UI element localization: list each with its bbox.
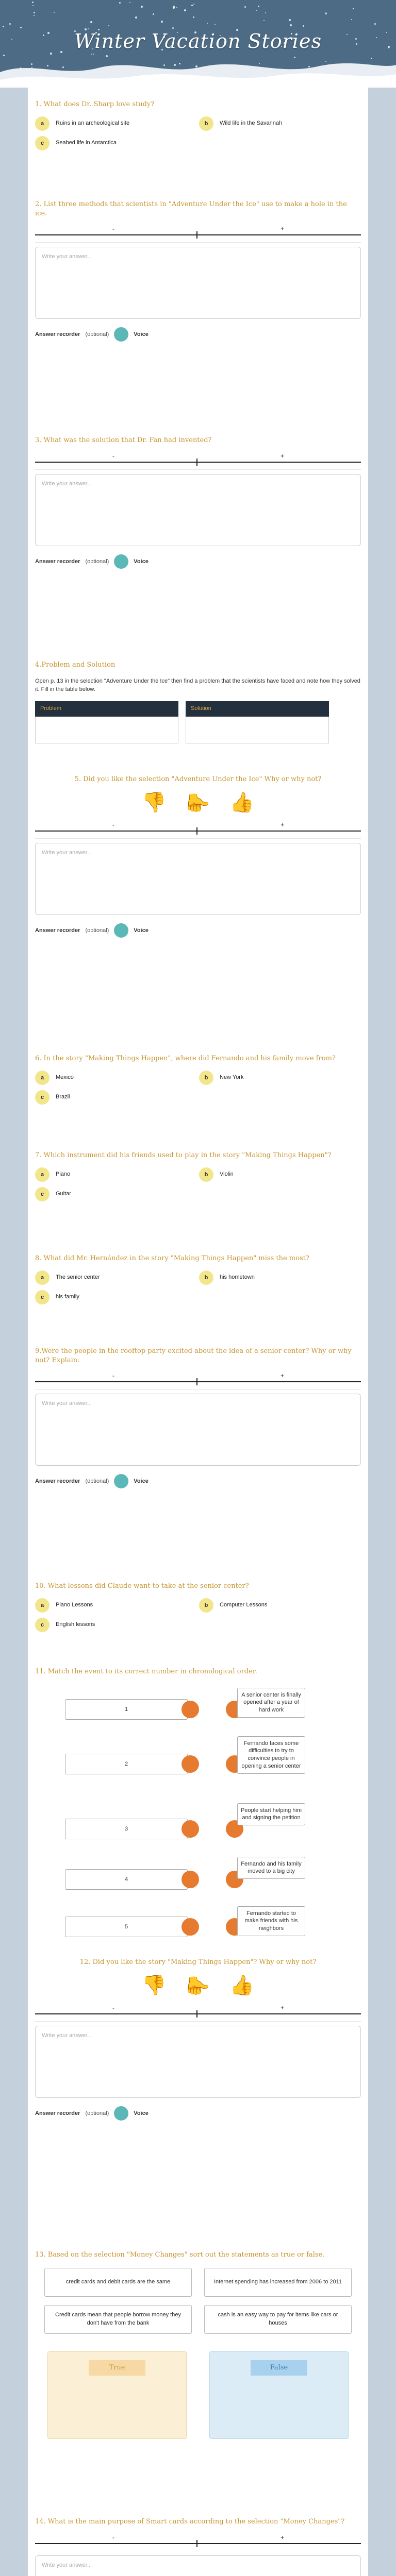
option-c[interactable] <box>35 1090 190 1105</box>
voice-record-button[interactable] <box>114 554 128 569</box>
slider-track <box>35 462 361 463</box>
slider-minus: - <box>112 452 114 460</box>
option-label: Piano Lessons <box>56 1601 93 1608</box>
question-text: 12. Did you like the story "Making Things Happen"? Why or why not? <box>79 1958 317 1966</box>
option-label: Ruins in an archeological site <box>56 120 130 126</box>
match-number[interactable]: 1 <box>65 1699 188 1720</box>
answer-textarea[interactable]: Write your answer... <box>35 2555 361 2576</box>
sort-zones <box>35 2351 361 2439</box>
voice-record-button[interactable] <box>114 923 128 938</box>
worksheet-sheet <box>28 88 368 2576</box>
snowflake <box>32 2 34 3</box>
option-label: his hometown <box>220 1274 255 1280</box>
snowflake <box>119 2 121 4</box>
question-12 <box>35 1958 361 2121</box>
match-number[interactable]: 4 <box>65 1869 188 1890</box>
question-text: 1. What does Dr. Sharp love study? <box>35 100 155 108</box>
snowflake <box>20 27 22 28</box>
slider-plus: + <box>280 821 285 828</box>
solution-header: Solution <box>186 701 329 717</box>
question-8 <box>35 1254 361 1304</box>
snowflake <box>191 5 193 6</box>
statement-card[interactable]: cash is an easy way to pay for items like cars or houses <box>204 2305 352 2334</box>
option-label: New York <box>220 1074 244 1080</box>
option-label: Seabed life in Antarctica <box>56 139 117 146</box>
option-letter: a <box>35 1270 50 1285</box>
question-text: 8. What did Mr. Hernández in the story "Making Things Happen" miss the most? <box>35 1255 309 1262</box>
question-text: 4.Problem and Solution <box>35 661 116 669</box>
option-letter: b <box>199 1071 213 1085</box>
option-letter: c <box>35 1090 50 1105</box>
slider-handle[interactable] <box>196 1378 197 1385</box>
snowflake <box>141 6 143 8</box>
option-label: Guitar <box>56 1190 71 1197</box>
option-c[interactable] <box>35 1290 190 1304</box>
snowflake <box>290 24 292 26</box>
voice-record-button[interactable] <box>114 2106 128 2121</box>
thumb-rating <box>35 1974 361 1997</box>
option-label: Wild life in the Savannah <box>220 120 283 126</box>
option-b[interactable] <box>199 116 354 131</box>
match-row <box>35 1857 361 1906</box>
question-1 <box>35 100 361 150</box>
match-connector[interactable] <box>182 1820 199 1838</box>
slider-plus: + <box>280 225 285 233</box>
option-label: English lessons <box>56 1621 95 1628</box>
match-row <box>35 1736 361 1803</box>
question-3 <box>35 436 361 569</box>
problem-solution-table <box>35 701 361 743</box>
option-b[interactable] <box>199 1598 354 1613</box>
snowflake <box>353 8 354 9</box>
slider-plus: + <box>280 452 285 460</box>
option-c[interactable] <box>35 136 190 150</box>
option-letter: b <box>199 1167 213 1182</box>
question-6 <box>35 1054 361 1105</box>
question-text: 6. In the story "Making Things Happen", where did Fernando and his family move from? <box>35 1055 336 1062</box>
option-letter: c <box>35 1618 50 1632</box>
question-11 <box>35 1667 361 1953</box>
thumbs-up-icon[interactable]: 👍 <box>229 791 254 814</box>
recorder-optional: (optional) <box>85 2110 109 2116</box>
rating-slider[interactable] <box>35 2002 361 2022</box>
snowflake <box>135 16 137 19</box>
thumbs-sideways-icon[interactable]: 👍 <box>187 790 209 815</box>
slider-plus: + <box>280 2004 285 2011</box>
answer-recorder <box>35 1474 361 1488</box>
option-label: Mexico <box>56 1074 74 1080</box>
match-number[interactable]: 2 <box>65 1754 188 1774</box>
option-letter: a <box>35 116 50 131</box>
problem-header: Problem <box>35 701 178 717</box>
problem-cell[interactable] <box>35 717 178 743</box>
recorder-voice: Voice <box>134 2110 148 2116</box>
question-intro: Open p. 13 in the selection "Adventure Under the Ice" then find a problem that the scientists have faced and note how they solved it. Fill in the table below. <box>35 677 360 693</box>
question-text: 5. Did you like the selection "Adventure Under the Ice" Why or why not? <box>74 775 322 783</box>
option-letter: c <box>35 1290 50 1304</box>
match-event[interactable]: People start helping him and signing the petition <box>237 1803 305 1826</box>
false-label: False <box>251 2360 307 2376</box>
snowflake <box>351 19 352 20</box>
snowflake <box>108 25 109 26</box>
rating-slider[interactable] <box>35 2532 361 2551</box>
snowflake <box>172 27 174 29</box>
match-event[interactable]: A senior center is finally opened after a year of hard work <box>237 1688 305 1718</box>
question-10 <box>35 1582 361 1632</box>
question-9 <box>35 1347 361 1488</box>
snowflake <box>263 20 265 21</box>
recorder-optional: (optional) <box>85 1478 109 1485</box>
slider-track <box>35 1381 361 1382</box>
question-text: 13. Based on the selection "Money Changes" sort out the statements as true or false. <box>35 2251 325 2259</box>
question-text: 10. What lessons did Claude want to take at the senior center? <box>35 1582 249 1590</box>
snowflake <box>265 12 266 13</box>
recorder-label: Answer recorder <box>35 2110 80 2116</box>
option-c[interactable] <box>35 1187 190 1201</box>
slider-track <box>35 2543 361 2544</box>
rating-slider[interactable] <box>35 1370 361 1389</box>
thumbs-down-icon[interactable]: 👎 <box>142 1974 167 1996</box>
slider-minus: - <box>112 2533 114 2541</box>
thumb-rating <box>35 791 361 814</box>
thumbs-down-icon[interactable]: 👎 <box>142 791 167 814</box>
recorder-label: Answer recorder <box>35 331 80 338</box>
snowflake <box>193 16 194 18</box>
slider-plus: + <box>280 2533 285 2541</box>
option-label: Piano <box>56 1171 71 1177</box>
option-label: The senior center <box>56 1274 100 1280</box>
option-b[interactable] <box>199 1270 354 1285</box>
slider-plus: + <box>280 1372 285 1380</box>
snowflake <box>88 28 89 29</box>
snowflake <box>9 23 11 25</box>
option-letter: a <box>35 1167 50 1182</box>
snowflake <box>32 5 34 6</box>
snowflake <box>258 6 259 7</box>
question-text: 9.Were the people in the rooftop party excited about the idea of a senior center? Why or why not? Explain. <box>35 1347 352 1364</box>
answer-recorder <box>35 923 361 938</box>
answer-textarea[interactable]: Write your answer... <box>35 843 361 915</box>
snowflake <box>90 21 92 23</box>
option-label: his family <box>56 1293 79 1300</box>
option-a[interactable] <box>35 1270 190 1285</box>
slider-minus: - <box>112 821 114 828</box>
option-a[interactable] <box>35 1071 190 1085</box>
question-text: 3. What was the solution that Dr. Fan had invented? <box>35 436 212 444</box>
solution-cell[interactable] <box>186 717 329 743</box>
snowflake <box>214 24 216 25</box>
recorder-optional: (optional) <box>85 558 109 565</box>
snowflake <box>193 4 194 5</box>
option-label: Brazil <box>56 1093 70 1100</box>
snowflake <box>34 12 35 13</box>
match-connector[interactable] <box>182 1871 199 1888</box>
question-4 <box>35 660 361 743</box>
match-row <box>35 1688 361 1736</box>
snowflake <box>207 23 208 24</box>
snowbank-decoration <box>0 52 396 88</box>
snowflake <box>34 15 35 16</box>
recorder-label: Answer recorder <box>35 1478 80 1485</box>
page-title: Winter Vacation Stories <box>74 30 322 53</box>
option-letter: c <box>35 136 50 150</box>
slider-minus: - <box>112 1372 114 1380</box>
question-text: 2. List three methods that scientists in "Adventure Under the Ice" use to make a hole in the ice. <box>35 200 347 217</box>
answer-textarea[interactable]: Write your answer... <box>35 474 361 546</box>
match-event[interactable]: Fernando faces some difficulties to try to convince people in opening a senior center <box>237 1736 305 1774</box>
snowflake <box>303 25 304 27</box>
snowflake <box>325 13 327 14</box>
snowflake <box>256 10 257 11</box>
recorder-optional: (optional) <box>85 927 109 934</box>
question-2 <box>35 200 361 342</box>
match-row <box>35 1803 361 1857</box>
slider-track <box>35 831 361 832</box>
snowflake <box>129 2 130 3</box>
snowflake <box>244 6 246 8</box>
statement-card[interactable]: Credit cards mean that people borrow money they don't have from the bank <box>44 2305 192 2334</box>
snowflake <box>161 21 163 23</box>
true-label: True <box>89 2360 145 2376</box>
recorder-label: Answer recorder <box>35 558 80 565</box>
question-text: 14. What is the main purpose of Smart cards according to the selection "Money Changes"? <box>35 2518 345 2526</box>
option-letter: a <box>35 1598 50 1613</box>
option-letter: a <box>35 1071 50 1085</box>
question-7 <box>35 1151 361 1201</box>
slider-minus: - <box>112 2004 114 2011</box>
option-label: Violin <box>220 1171 234 1177</box>
answer-recorder <box>35 327 361 342</box>
match-number[interactable]: 3 <box>65 1819 188 1839</box>
option-b[interactable] <box>199 1071 354 1085</box>
slider-handle[interactable] <box>196 827 197 835</box>
option-a[interactable] <box>35 116 190 131</box>
option-letter: c <box>35 1187 50 1201</box>
thumbs-sideways-icon[interactable]: 👍 <box>187 1973 209 1998</box>
thumbs-up-icon[interactable]: 👍 <box>229 1974 254 1996</box>
answer-textarea[interactable]: Write your answer... <box>35 1394 361 1466</box>
slider-track <box>35 2013 361 2014</box>
match-connector[interactable] <box>182 1701 199 1718</box>
question-text: 11. Match the event to its correct number in chronological order. <box>35 1668 257 1675</box>
false-drop-zone[interactable] <box>209 2351 349 2439</box>
rating-slider[interactable] <box>35 223 361 243</box>
recorder-label: Answer recorder <box>35 927 80 934</box>
option-b[interactable] <box>199 1167 354 1182</box>
snowflake <box>153 13 154 15</box>
answer-textarea[interactable]: Write your answer... <box>35 247 361 319</box>
option-c[interactable] <box>35 1618 190 1632</box>
option-letter: b <box>199 116 213 131</box>
slider-handle[interactable] <box>196 231 197 239</box>
voice-record-button[interactable] <box>114 1474 128 1488</box>
snowflake <box>184 9 186 11</box>
slider-minus: - <box>112 225 114 233</box>
snowflake <box>173 6 175 8</box>
recorder-voice: Voice <box>134 558 148 565</box>
snowflake <box>374 23 376 25</box>
option-letter: b <box>199 1598 213 1613</box>
slider-handle[interactable] <box>196 459 197 466</box>
snowflake <box>54 12 55 13</box>
snowflake <box>176 7 177 8</box>
recorder-voice: Voice <box>134 331 148 338</box>
question-text: 7. Which instrument did his friends used to play in the story "Making Things Happen"? <box>35 1151 332 1159</box>
option-label: Computer Lessons <box>220 1601 268 1608</box>
snowflake <box>289 19 291 21</box>
answer-recorder <box>35 2106 361 2121</box>
recorder-voice: Voice <box>134 1478 148 1485</box>
snowflake <box>3 26 4 27</box>
recorder-voice: Voice <box>134 927 148 934</box>
match-connector[interactable] <box>182 1918 199 1936</box>
statement-card[interactable]: Internet spending has increased from 2006 to 2011 <box>204 2268 352 2297</box>
answer-textarea[interactable]: Write your answer... <box>35 2026 361 2098</box>
match-event[interactable]: Fernando and his family moved to a big city <box>237 1857 305 1879</box>
statement-card[interactable]: credit cards and debit cards are the same <box>44 2268 192 2297</box>
rating-slider[interactable] <box>35 819 361 839</box>
question-5 <box>35 775 361 938</box>
match-row <box>35 1906 361 1953</box>
option-a[interactable] <box>35 1598 190 1613</box>
slider-handle[interactable] <box>196 2540 197 2547</box>
question-13 <box>35 2250 361 2439</box>
option-letter: b <box>199 1270 213 1285</box>
voice-record-button[interactable] <box>114 327 128 342</box>
header-banner <box>0 0 396 88</box>
slider-track <box>35 234 361 235</box>
option-a[interactable] <box>35 1167 190 1182</box>
match-event[interactable]: Fernando started to make friends with his neighbors <box>237 1906 305 1937</box>
recorder-optional: (optional) <box>85 331 109 338</box>
match-number[interactable]: 5 <box>65 1917 188 1937</box>
statement-cards <box>35 2268 361 2334</box>
slider-handle[interactable] <box>196 2010 197 2018</box>
true-drop-zone[interactable] <box>47 2351 187 2439</box>
answer-recorder <box>35 554 361 569</box>
match-connector[interactable] <box>182 1755 199 1773</box>
question-14 <box>35 2517 361 2576</box>
rating-slider[interactable] <box>35 450 361 470</box>
